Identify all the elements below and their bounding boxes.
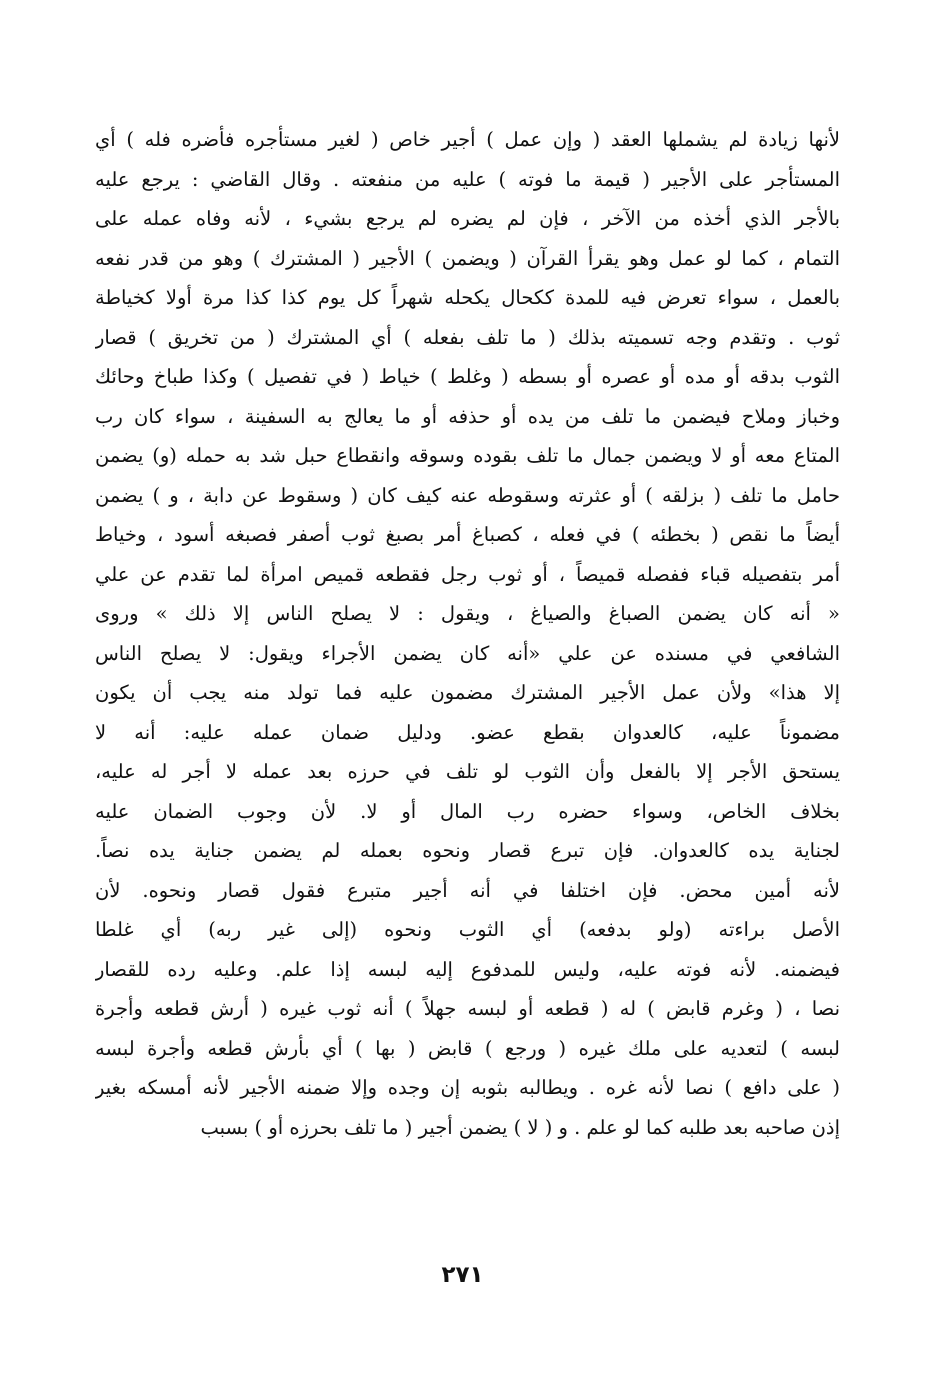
text-line: أمر بتفصيله قباء ففصله قميصاً ، أو ثوب رجل فقطعه قميص امرأة لما تقدم عن علي xyxy=(95,562,840,586)
text-line: الأصل براءته (ولو بدفعه) أي الثوب ونحوه (إلى غير ربه) أي غلطا xyxy=(95,918,840,941)
text-line: مضموناً عليه، كالعدوان بقطع عضو. ودليل ضمان عمله عليه: أنه لا xyxy=(95,720,840,744)
text-line: المتاع معه أو لا ويضمن جمال ما تلف بقوده وسوقه وانقطاع حبل شد به حمله (و) يضمن xyxy=(95,444,840,467)
text-line: يستحق الأجر إلا بالفعل وأن الثوب لو تلف في حرزه بعد عمله لا أجر له عليه، xyxy=(95,760,840,783)
text-line: بالأجر الذي أخذه من الآخر ، فإن لم يضره لم يرجع بشيء ، لأنه وفاه عمله على xyxy=(95,207,840,230)
text-line: الثوب بدقه أو مده أو عصره أو بسطه ( وغلط ) خياط ( في تفصيل ) وكذا طباخ وحائك xyxy=(95,365,840,388)
text-line: التمام ، كما لو عمل وهو يقرأ القرآن ( ويضمن ) الأجير ( المشترك ) وهو من قدر نفعه xyxy=(95,246,840,270)
text-line: الشافعي في مسنده عن علي «أنه كان يضمن الأجراء ويقول: لا يصلح الناس xyxy=(95,641,840,665)
text-line: فيضمنه. لأنه فوته عليه، وليس للمدفوع إليه لبسه إذا علم. وعليه رده للقصار xyxy=(95,957,840,981)
text-line: حامل ما تلف ( بزلقه ) أو عثرته وسقوطه عنه كيف كان ( وسقوط عن دابة ، و ) يضمن xyxy=(95,483,840,507)
text-line: لأنها زيادة لم يشملها العقد ( وإن عمل ) أجير خاص ( لغير مستأجره فأضره فله ) أي xyxy=(95,128,840,151)
text-line: ثوب . وتقدم وجه تسميته بذلك ( ما تلف بفعله ) أي المشترك ( من تخريق ) قصار xyxy=(95,325,840,349)
text-line: إلا هذا» ولأن عمل الأجير المشترك مضمون عليه فما تولد منه يجب أن يكون xyxy=(95,681,840,704)
page-number: ٢٧١ xyxy=(441,1262,484,1288)
text-line: بالعمل ، سواء تعرض فيه للمدة ككحال يكحله شهراً كل يوم كذا كذا مرة أولا كخياطة xyxy=(95,286,840,309)
body-text xyxy=(95,120,840,1147)
text-line: « أنه كان يضمن الصباغ والصياغ ، ويقول : لا يصلح الناس إلا ذلك » وروى xyxy=(95,602,840,625)
text-line: إذن صاحبه بعد طلبه كما لو علم . و ( لا ) يضمن أجير ( ما تلف بحرزه أو ) بسبب xyxy=(200,1115,840,1139)
text-line: بخلاف الخاص، وسواء حضره رب المال أو لا. لأن وجوب الضمان عليه xyxy=(95,799,840,823)
text-line: لبسه ) لتعديه على ملك غيره ( ورجع ) قابض ( بها ) أي بأرش قطعه وأجرة لبسه xyxy=(95,1036,840,1060)
text-line: نصا ، ( وغرم قابض ) له ( قطعه أو لبسه جهلاً ) أنه ثوب غيره ( أرش قطعه وأجرة xyxy=(95,997,840,1020)
text-line: لأنه أمين محض. فإن اختلفا في أنه أجير متبرع فقول قصار ونحوه. لأن xyxy=(95,878,840,902)
text-line: وخباز وملاح فيضمن ما تلف من يده أو حذفه أو ما يعالج به السفينة ، سواء كان رب xyxy=(95,404,840,428)
text-line: ( على دافع ) نصا لأنه غره . ويطالبه بثوبه إن وجده وإلا ضمنه الأجير لأنه أمسكه بغير xyxy=(95,1076,840,1099)
text-line: لجناية يده كالعدوان. فإن تبرع قصار ونحوه بعمله لم يضمن جناية يده نصاً. xyxy=(95,839,840,862)
text-line: أيضاً ما نقص ( بخطئه ) في فعله ، كصباغ أمر بصبغ ثوب أصفر فصبغه أسود ، وخياط xyxy=(95,523,840,546)
text-line: المستأجر على الأجير ( قيمة ما فوته ) عليه من منفعته . وقال القاضي : يرجع عليه xyxy=(95,167,840,191)
